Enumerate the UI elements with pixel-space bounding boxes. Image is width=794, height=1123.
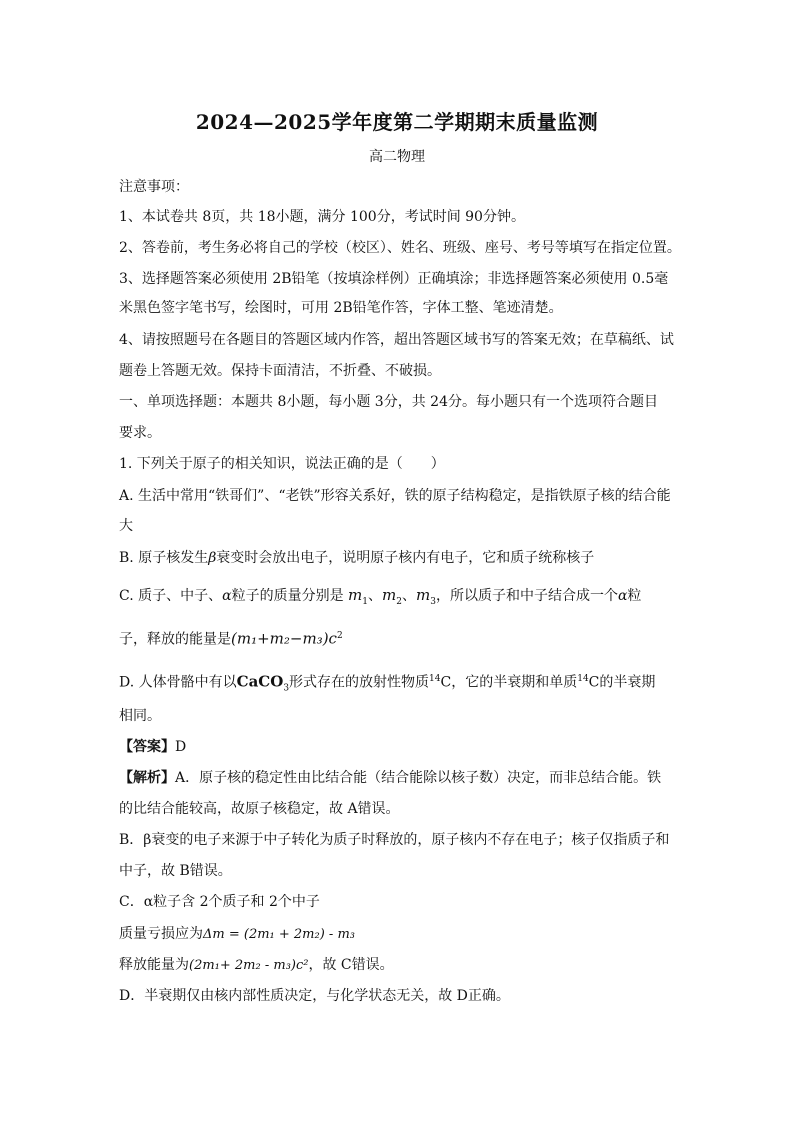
analysis-b-line-1: B．β衰变的电子来源于中子转化为质子时释放的，原子核内不存在电子；核子仅指质子和 (119, 832, 670, 848)
notice-item-4-line-1: 4、请按照题号在各题目的答题区域内作答，超出答题区域书写的答案无效；在草稿纸、试 (119, 332, 674, 348)
subscript-3: 3 (283, 683, 290, 694)
option-c-text-2: ，所以质子和中子结合成一个 (435, 588, 618, 604)
analysis-d-line-1: D．半衰期仅由核内部性质决定，与化学状态无关，故 D正确。 (119, 988, 510, 1004)
option-d-text: 形式存在的放射性物质 (289, 674, 430, 691)
energy-formula: (m₁+m₂−m₃)c (231, 629, 337, 648)
analysis-a-line-2: 的比结合能较高，故原子核稳定，故 A错误。 (119, 801, 400, 817)
mass-m2: m (382, 586, 397, 604)
notice-item-1: 1、本试卷共 8页，共 18小题，满分 100分，考试时间 90分钟。 (119, 209, 525, 225)
question-1-option-c-line-1 (119, 586, 641, 611)
option-b-prefix: B. 原子核发生 (119, 550, 209, 566)
alpha-symbol: α (222, 588, 232, 604)
analysis-c-line-2 (119, 925, 355, 944)
exam-title: 2024—2025学年度第二学期期末质量监测 (195, 110, 599, 134)
option-d-text-3: 的半衰期 (599, 674, 656, 691)
question-1-option-d-line-1 (119, 670, 655, 697)
question-1-option-a-line-2: 大 (119, 518, 133, 534)
carbon-symbol: C (440, 674, 452, 691)
question-1-option-a-line-1: A. 生活中常用“铁哥们”、“老铁”形容关系好，铁的原子结构稳定，是指铁原子核的结合能 (119, 488, 671, 504)
alpha-symbol-2: α (617, 588, 628, 604)
option-c-prefix: C. 质子、中子、 (119, 588, 223, 604)
option-c-text: 粒子的质量分别是 (231, 588, 344, 604)
option-d-prefix: D. 人体骨骼中有以 (119, 674, 237, 691)
analysis-c-line-3-end: ，故 C错误。 (308, 957, 394, 973)
option-c-line-2-text: 子，释放的能量是 (119, 631, 231, 648)
question-1-option-d-line-2: 相同。 (119, 708, 161, 724)
analysis-b-line-2: 中子，故 B错误。 (119, 863, 232, 879)
mass-defect-formula: Δm = (2m₁ + 2m₂) - m₃ (203, 927, 355, 942)
option-b-text: 衰变时会放出电子，说明原子核内有电子，它和质子统称核子 (216, 550, 595, 566)
notice-item-2: 2、答卷前，考生务必将自己的学校（校区）、姓名、班级、座号、考号等填写在指定位置。 (119, 240, 681, 256)
subscript-2: 2 (396, 596, 402, 607)
analysis-c-line-1: C．α粒子含 2个质子和 2个中子 (119, 894, 320, 910)
answer-label: 【答案】 (119, 739, 175, 755)
answer-value: D (175, 739, 187, 755)
question-1-option-b (119, 549, 594, 567)
beta-symbol: β (208, 550, 217, 566)
mass-m3: m (415, 586, 431, 604)
separator: 、 (368, 588, 383, 604)
option-c-text-3: 粒 (627, 588, 642, 604)
exam-subject: 高二物理 (369, 149, 425, 165)
analysis-c-line-3-text: 释放能量为 (119, 957, 189, 973)
analysis-a-line-1 (119, 769, 661, 787)
carbon-symbol-2: C (588, 674, 600, 691)
released-energy-formula: (2m₁+ 2m₂ - m₃)c² (189, 958, 309, 973)
analysis-a-text: A．原子核的稳定性由比结合能（结合能除以核子数）决定，而非总结合能。铁 (175, 770, 662, 786)
subscript-1: 1 (362, 596, 369, 607)
notice-item-4-line-2: 题卷上答题无效。保持卡面清洁，不折叠、不破损。 (119, 363, 441, 379)
isotope-number-2: 14 (577, 674, 589, 684)
mass-m1: m (348, 586, 363, 604)
question-1-stem: 1. 下列关于原子的相关知识，说法正确的是（ ） (119, 456, 445, 472)
notice-heading: 注意事项： (119, 179, 189, 195)
section-1-heading-line-1: 一、单项选择题：本题共 8小题，每小题 3分，共 24分。每小题只有一个选项符合题目 (119, 394, 658, 410)
analysis-label: 【解析】 (119, 770, 175, 786)
section-1-heading-line-2: 要求。 (119, 425, 161, 441)
caco3-formula: CaCO (236, 672, 284, 691)
answer-line (119, 738, 186, 756)
analysis-c-line-2-text: 质量亏损应为 (119, 926, 203, 942)
superscript-2: 2 (336, 631, 343, 641)
option-d-text-2: ，它的半衰期和单质 (451, 674, 578, 691)
separator: 、 (401, 588, 416, 604)
question-1-option-c-line-2 (119, 627, 343, 649)
analysis-c-line-3 (119, 956, 394, 975)
isotope-number: 14 (429, 674, 441, 684)
notice-item-3-line-2: 米黑色签字笔书写，绘图时，可用 2B铅笔作答，字体工整、笔迹清楚。 (119, 300, 563, 316)
subscript-3: 3 (430, 596, 436, 607)
notice-item-3-line-1: 3、选择题答案必须使用 2B铅笔（按填涂样例）正确填涂；非选择题答案必须使用 0.5毫 (119, 271, 669, 287)
